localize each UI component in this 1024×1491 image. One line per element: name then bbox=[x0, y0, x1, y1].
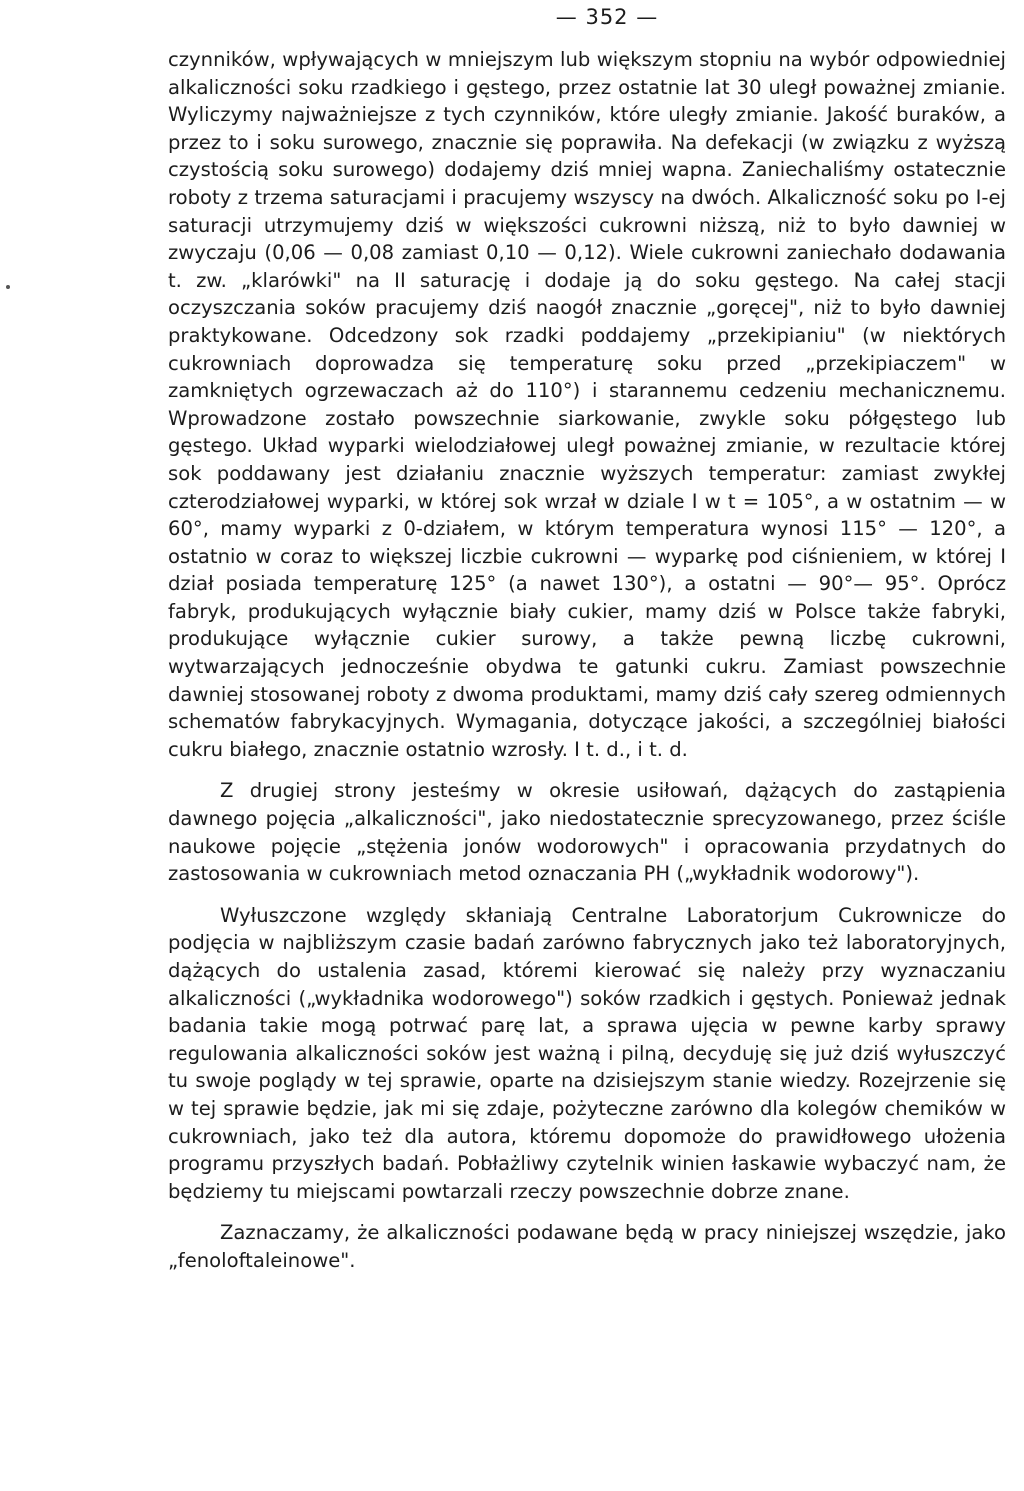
page-number: — 352 — bbox=[555, 5, 659, 29]
paragraph-4: Zaznaczamy, że alkaliczności podawane będą w pracy niniejszej wszędzie, jako „fenoloftaleinowe". bbox=[168, 1221, 1006, 1272]
paragraph-3: Wyłuszczone względy skłaniają Centralne Laboratorjum Cukrownicze do podjęcia w najbliższym czasie badań zarówno fabrycznych jako też laboratoryjnych, dążących do ustalenia zasad, któremi kierować się należy przy wyznaczaniu alkaliczności („wykładnika wodorowego") soków rzadkich i gęstych. Ponieważ jednak badania takie mogą potrwać parę lat, a sprawa ujęcia w pewne karby sprawy regulowania alkaliczności soków jest ważną i pilną, decyduję się już dziś wyłuszczyć tu swoje poglądy w tej sprawie, oparte na dzisiejszym stanie wiedzy. Rozejrzenie się w tej sprawie będzie, jak mi się zdaje, pożyteczne zarówno dla kolegów chemików w cukrowniach, jako też dla autora, któremu dopomoże do prawidłowego ułożenia programu przyszłych badań. Pobłażliwy czytelnik winien łaskawie wybaczyć nam, że będziemy tu miejscami powtarzali rzeczy powszechnie dobrze znane. bbox=[168, 903, 1006, 1203]
paragraph-2: Z drugiej strony jesteśmy w okresie usiłowań, dążących do zastąpienia dawnego pojęcia „alkaliczności", jako niedostatecznie sprecyzowanego, przez ściśle naukowe pojęcie „stężenia jonów wodorowych" i opracowania przydatnych do zastosowania w cukrowniach metod oznaczania PH („wykładnik wodorowy"). bbox=[168, 779, 1006, 886]
paragraph-1: czynników, wpływających w mniejszym lub większym stopniu na wybór odpowiedniej alkaliczności soku rzadkiego i gęstego, przez ostatnie lat 30 uległ poważnej zmianie. Wyliczymy najważniejsze z tych czynników, które uległy zmianie. Jakość buraków, a przez to i soku surowego, znacznie się poprawiła. Na defekacji (w związku z wyższą czystością soku surowego) dodajemy dziś mniej wapna. Zaniechaliśmy ostatecznie roboty z trzema saturacjami i pracujemy wszyscy na dwóch. Alkaliczność soku po I-ej saturacji utrzymujemy dziś w większości cukrowni niższą, niż to było dawniej w zwyczaju (0,06 — 0,08 zamiast 0,10 — 0,12). Wiele cukrowni zaniechało dodawania t. zw. „klarówki" na II saturację i dodaje ją do soku gęstego. Na całej stacji oczyszczania soków pracujemy dziś naogół znacznie „goręcej", niż to było dawniej praktykowane. Odcedzony sok rzadki poddajemy „przekipianiu" (w niektórych cukrowniach doprowadza się temperaturę soku przed „przekipiaczem" w zamkniętych ogrzewaczach aż do 110°) i starannemu cedzeniu mechanicznemu. Wprowadzone zostało powszechnie siarkowanie, zwykle soku półgęstego lub gęstego. Układ wyparki wielodziałowej uległ poważnej zmianie, w rezultacie której sok poddawany jest działaniu znacznie wyższych temperatur: zamiast zwykłej czterodziałowej wyparki, w której sok wrzał w dziale I w t = 105°, a w ostatnim — w 60°, mamy wyparki z 0-działem, w którym temperatura wynosi 115° — 120°, a ostatnio w coraz to większej liczbie cukrowni — wyparkę pod ciśnieniem, w której I dział posiada temperaturę 125° (a nawet 130°), a ostatni — 90°— 95°. Oprócz fabryk, produkujących wyłącznie biały cukier, mamy dziś w Polsce także fabryki, produkujące wyłącznie cukier surowy, a także pewną liczbę cukrowni, wytwarzających jednocześnie obydwa te gatunki cukru. Zamiast powszechnie dawniej stosowanej roboty z dwoma produktami, mamy dziś cały szereg odmiennych schematów fabrykacyjnych. Wymagania, dotyczące jakości, a szczególniej białości cukru białego, znacznie ostatnio wzrosły. I t. d., i t. d. bbox=[168, 48, 1006, 761]
scan-speck bbox=[6, 285, 10, 289]
document-body bbox=[168, 46, 1006, 1275]
